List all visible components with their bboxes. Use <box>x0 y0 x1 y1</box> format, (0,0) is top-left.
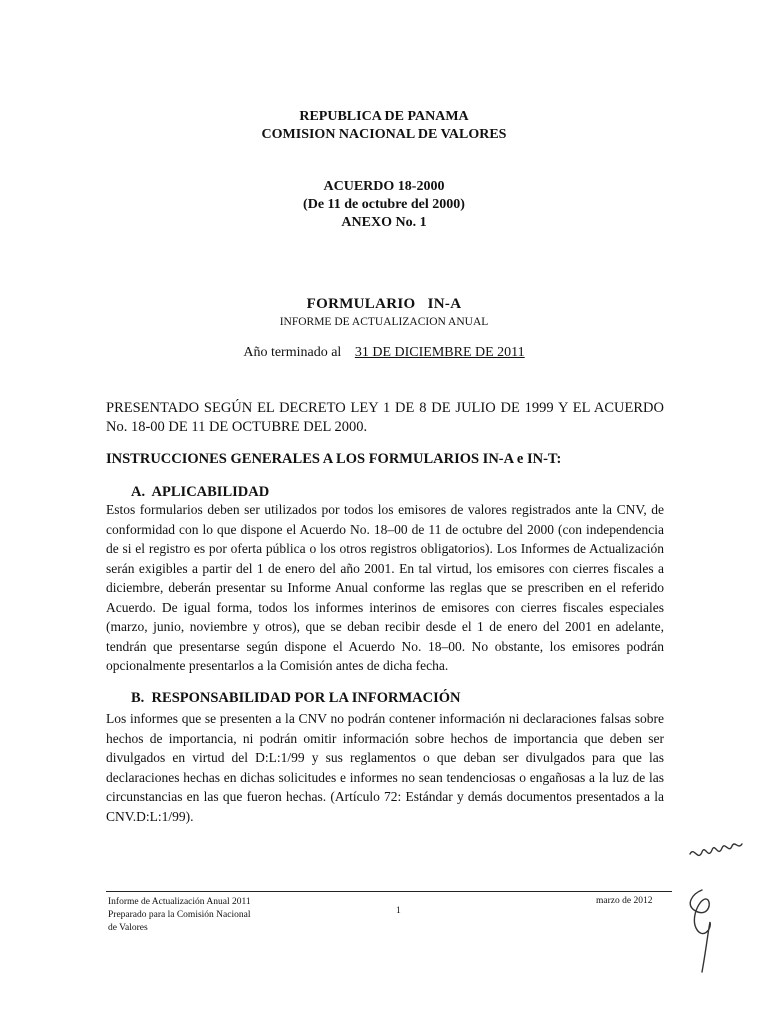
header-line-1: REPUBLICA DE PANAMA <box>299 109 469 124</box>
section-b-title: B. RESPONSABILIDAD POR LA INFORMACIÓN <box>131 690 461 706</box>
acuerdo-header <box>0 178 768 232</box>
year-label: Año terminado al <box>243 345 342 360</box>
acuerdo-title: ACUERDO 18-2000 <box>323 179 445 194</box>
anexo-number: ANEXO No. 1 <box>341 215 427 230</box>
form-subtitle: INFORME DE ACTUALIZACION ANUAL <box>279 316 489 328</box>
handwritten-signature <box>672 832 752 982</box>
footer-left-text: Informe de Actualización Anual 2011 Preparado para la Comisión Nacional de Valores <box>108 897 251 933</box>
year-ended-line <box>0 345 768 361</box>
section-a-title: A. APLICABILIDAD <box>131 484 270 500</box>
section-a-body: Estos formularios deben ser utilizados por todos los emisores de valores registrados ante la CNV, de conformidad con lo que dispone el Acuerdo No. 18–00 de 11 de octubre del 2000 (con independencia de si el registro es por oferta pública o los otros registros obligatorios). Los Informes de Actualización serán exigibles a partir del 1 de enero del año 2001. En tal virtud, los emisores con cierres fiscales a diciembre, deberán presentar su Informe Anual conforme las reglas que se prescriben en el referido Acuerdo. De igual forma, todos los informes interinos de emisores con cierres fiscales especiales (marzo, junio, noviembre y otros), que se deban recibir desde el 1 de enero del 2001 en adelante, tendrán que presentarse según dispone el Acuerdo No. 18–00. No obstante, los emisores podrán opcionalmente presentarlos a la Comisión antes de dicha fecha. <box>106 502 664 673</box>
footer-date: marzo de 2012 <box>596 896 653 906</box>
section-b-body: Los informes que se presenten a la CNV no podrán contener información ni declaraciones falsas sobre hechos de importancia, ni podrán omitir información sobre hechos de importancia que deben ser divulgados en virtud del D:L:1/99 y sus reglamentos o que deban ser divulgados para que las declaraciones hechas en dichas solicitudes e informes no sean tendenciosas o engañosas a la luz de las circunstancias en las que fueron hechas. (Artículo 72: Estándar y demás documentos presentados a la CNV.D:L:1/99). <box>106 711 664 824</box>
presentado-paragraph: PRESENTADO SEGÚN EL DECRETO LEY 1 DE 8 DE JULIO DE 1999 Y EL ACUERDO No. 18-00 DE 11 DE OCTUBRE DEL 2000. <box>106 400 664 435</box>
year-value: 31 DE DICIEMBRE DE 2011 <box>354 345 525 360</box>
form-title: FORMULARIO IN-A <box>306 296 462 312</box>
republic-header <box>0 108 768 144</box>
page-number: 1 <box>396 906 401 916</box>
footer-divider <box>106 891 672 892</box>
instructions-title: INSTRUCCIONES GENERALES A LOS FORMULARIOS IN-A e IN-T: <box>106 451 562 467</box>
header-line-2: COMISION NACIONAL DE VALORES <box>261 127 507 142</box>
acuerdo-date: (De 11 de octubre del 2000) <box>303 197 465 212</box>
